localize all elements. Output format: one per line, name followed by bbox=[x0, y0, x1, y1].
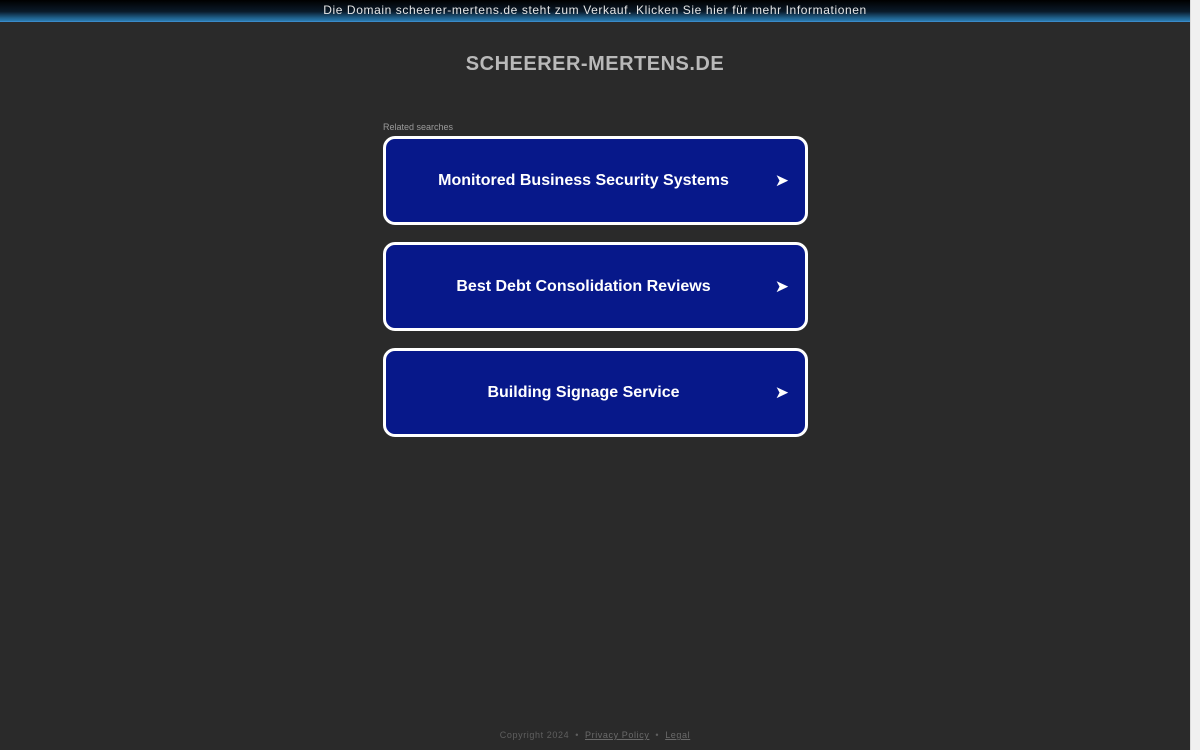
footer-separator: • bbox=[575, 730, 579, 740]
related-search-button-2[interactable] bbox=[383, 242, 808, 331]
related-searches-label: Related searches bbox=[383, 122, 454, 132]
related-search-label: Best Debt Consolidation Reviews bbox=[456, 278, 711, 295]
legal-link[interactable]: Legal bbox=[665, 730, 691, 740]
privacy-policy-link[interactable]: Privacy Policy bbox=[585, 730, 650, 740]
arrow-right-icon: ➤ bbox=[774, 277, 789, 296]
related-search-label: Monitored Business Security Systems bbox=[438, 172, 729, 189]
related-search-button-3[interactable] bbox=[383, 348, 808, 437]
page-title: SCHEERER-MERTENS.DE bbox=[465, 53, 725, 75]
footer bbox=[0, 730, 1190, 740]
vertical-scrollbar[interactable] bbox=[1190, 0, 1200, 750]
arrow-right-icon: ➤ bbox=[774, 383, 789, 402]
arrow-right-icon: ➤ bbox=[774, 171, 789, 190]
domain-sale-banner[interactable]: Die Domain scheerer-mertens.de steht zum Verkauf. Klicken Sie hier für mehr Informationen bbox=[0, 0, 1190, 22]
related-search-label: Building Signage Service bbox=[487, 384, 680, 401]
related-search-button-1[interactable] bbox=[383, 136, 808, 225]
footer-separator: • bbox=[655, 730, 660, 740]
copyright-text: Copyright 2024 bbox=[499, 730, 570, 740]
